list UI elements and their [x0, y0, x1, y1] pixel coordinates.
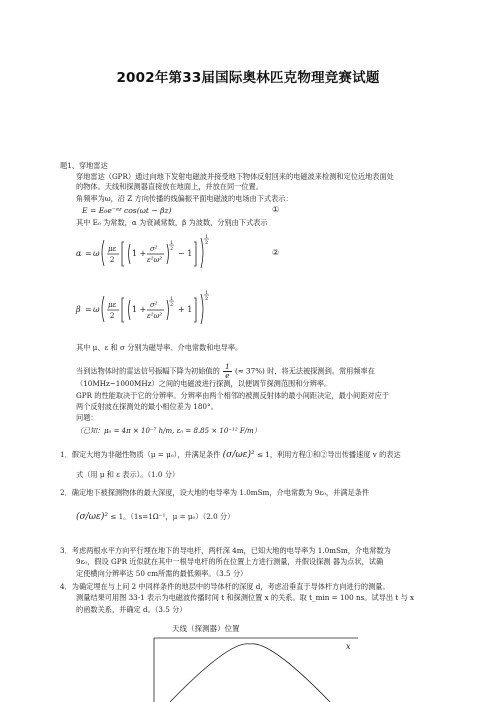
question-2-cont: [76, 512, 234, 522]
sigma-condition-1: (σ/ωε)²: [222, 450, 255, 460]
svg-text:β: β: [76, 305, 81, 314]
svg-text:1: 1: [170, 240, 174, 246]
svg-text:2: 2: [205, 296, 209, 302]
page-title: 2002年第33届国际奥林匹克物理竞赛试题: [116, 70, 380, 86]
svg-text:1 +: 1 +: [132, 305, 147, 314]
svg-text:σ²: σ²: [150, 245, 158, 253]
detect-line-1a: 当到达物体时的雷达信号振幅下降为初始值的: [76, 366, 220, 376]
svg-text:με: με: [108, 245, 117, 253]
svg-text:=: =: [85, 305, 92, 314]
svg-text:1: 1: [170, 296, 174, 302]
problem-heading: 题1、穿地雷达: [60, 161, 108, 170]
intro-line-2: 的物体。天线和探测器直接放在地面上，并放在同一位置。: [76, 182, 263, 191]
figure-33-1: [150, 620, 360, 702]
question-4-line-2: 测量结果可用图 33-1 表示为电磁波传播时间 t 和探测位置 x 的关系。取 t_min = 100 ns。试导出 t 与 x: [76, 593, 415, 602]
svg-text:ω: ω: [93, 249, 100, 258]
equation-1-label: ①: [272, 205, 280, 214]
equation-1-text: E = E₀e⁻ᵅᶻ cos(ωt − βz): [82, 206, 172, 215]
svg-text:− 1: − 1: [178, 249, 193, 258]
diagram-label: 天线（探测器）位置: [172, 624, 240, 633]
svg-text:με: με: [108, 301, 117, 309]
svg-text:1: 1: [205, 290, 209, 296]
question-4-line-3: 的函数关系，并确定 d。（3.5 分）: [76, 605, 187, 614]
question-1: [60, 450, 401, 460]
question-1-cont: 式（用 μ 和 ε 表示）。（1.0 分）: [76, 470, 180, 479]
equation-2-label: ②: [272, 248, 280, 257]
diagram-graph: [150, 620, 360, 702]
question-1b: ≤ 1，利用方程①和②导出传播速度 v 的表达: [256, 450, 401, 459]
question-2b: ≤ 1。（1s=1Ω⁻¹，μ = μ₀）（2.0 分）: [110, 512, 235, 521]
equation-1: [82, 206, 171, 215]
svg-text:ε²ω²: ε²ω²: [147, 312, 163, 320]
one-over-e-fraction: $\frac{1}{e}$: [225, 362, 230, 380]
svg-text:1: 1: [205, 234, 209, 240]
intro-line-3: 角频率为ω，沿 Z 方向传播的线偏振平面电磁波的电场由下式表示：: [76, 194, 293, 203]
svg-text:=: =: [85, 249, 92, 258]
diagram-axis-x: x: [346, 642, 351, 651]
question-3-line-3: 定使横向分辨率达 50 cm所需的最低频率。（3.5 分）: [76, 569, 248, 578]
intro-line-1: 穿地雷达（GPR）通过向地下发射电磁波并接受地下物体反射回来的电磁波来检测和定位近地表面处: [76, 172, 394, 181]
params-line: 其中 μ、ε 和 σ 分别为磁导率、介电常数和电导率。: [76, 343, 243, 352]
svg-text:2: 2: [110, 256, 115, 264]
svg-text:2: 2: [170, 246, 174, 252]
question-2: 2．确定地下被探测物体的最大深度，设大地的电导率为 1.0mSm，介电常数为 9ε₀，并满足条件: [60, 488, 370, 497]
detect-line-2: （10MHz~1000MHz）之间的电磁波进行探测，以便调节探测范围和分辨率。: [76, 379, 332, 388]
svg-text:2: 2: [170, 302, 174, 308]
hyperbola-curve: [170, 644, 330, 702]
detect-line-1: [76, 363, 375, 380]
question-3-line-2: 9ε₀，假设 GPR 近似就在其中一根导电杆的所在位置上方进行测量，并假设探测 器为点状，试确: [76, 557, 384, 566]
question-4-line-1: 4．为确定埋在与上问 2 中同样条件的地层中的导体杆的深度 d，考虑沿垂直于导体杆方向进行的测量。: [60, 582, 390, 591]
questions-label: 问题：: [76, 413, 98, 422]
beta-formula: [74, 286, 294, 332]
where-line: 其中 E₀ 为常数，α 为衰减常数，β 为波数，分别由下式表示: [76, 218, 268, 227]
svg-text:ε²ω²: ε²ω²: [147, 256, 163, 264]
question-1a: 1．假定大地为非磁性物质（μ = μ₀），并满足条件: [60, 450, 221, 459]
svg-text:2: 2: [205, 240, 209, 246]
svg-text:1 +: 1 +: [132, 249, 147, 258]
alpha-formula: [74, 230, 294, 276]
svg-text:2: 2: [110, 312, 115, 320]
svg-text:ω: ω: [93, 305, 100, 314]
svg-text:+ 1: + 1: [178, 305, 193, 314]
given-constants: （已知：μ₀ = 4π × 10⁻⁷ h/m, ε₀ = 8.85 × 10⁻¹² F/m）: [76, 427, 261, 435]
question-3-line-1: 3．考虑两根水平方向平行埋在地下的导电杆，两杆深 4m，已知大地的电导率为 1.0mSm，介电常数为: [60, 546, 391, 555]
detect-line-3: GPR 的性能取决于它的分辨率。分辨率由两个相邻的被测反射体的最小间距决定，最小间距对应于: [76, 391, 389, 400]
svg-text:σ²: σ²: [150, 301, 158, 309]
detect-line-1b: (≈ 37%) 时，将无法被探测到。常用频率在: [234, 366, 375, 376]
detect-line-4: 两个反射波在探测处的最小相位差为 180°。: [76, 402, 218, 411]
sigma-condition-2: (σ/ωε)²: [76, 512, 108, 522]
svg-text:α: α: [76, 249, 82, 258]
